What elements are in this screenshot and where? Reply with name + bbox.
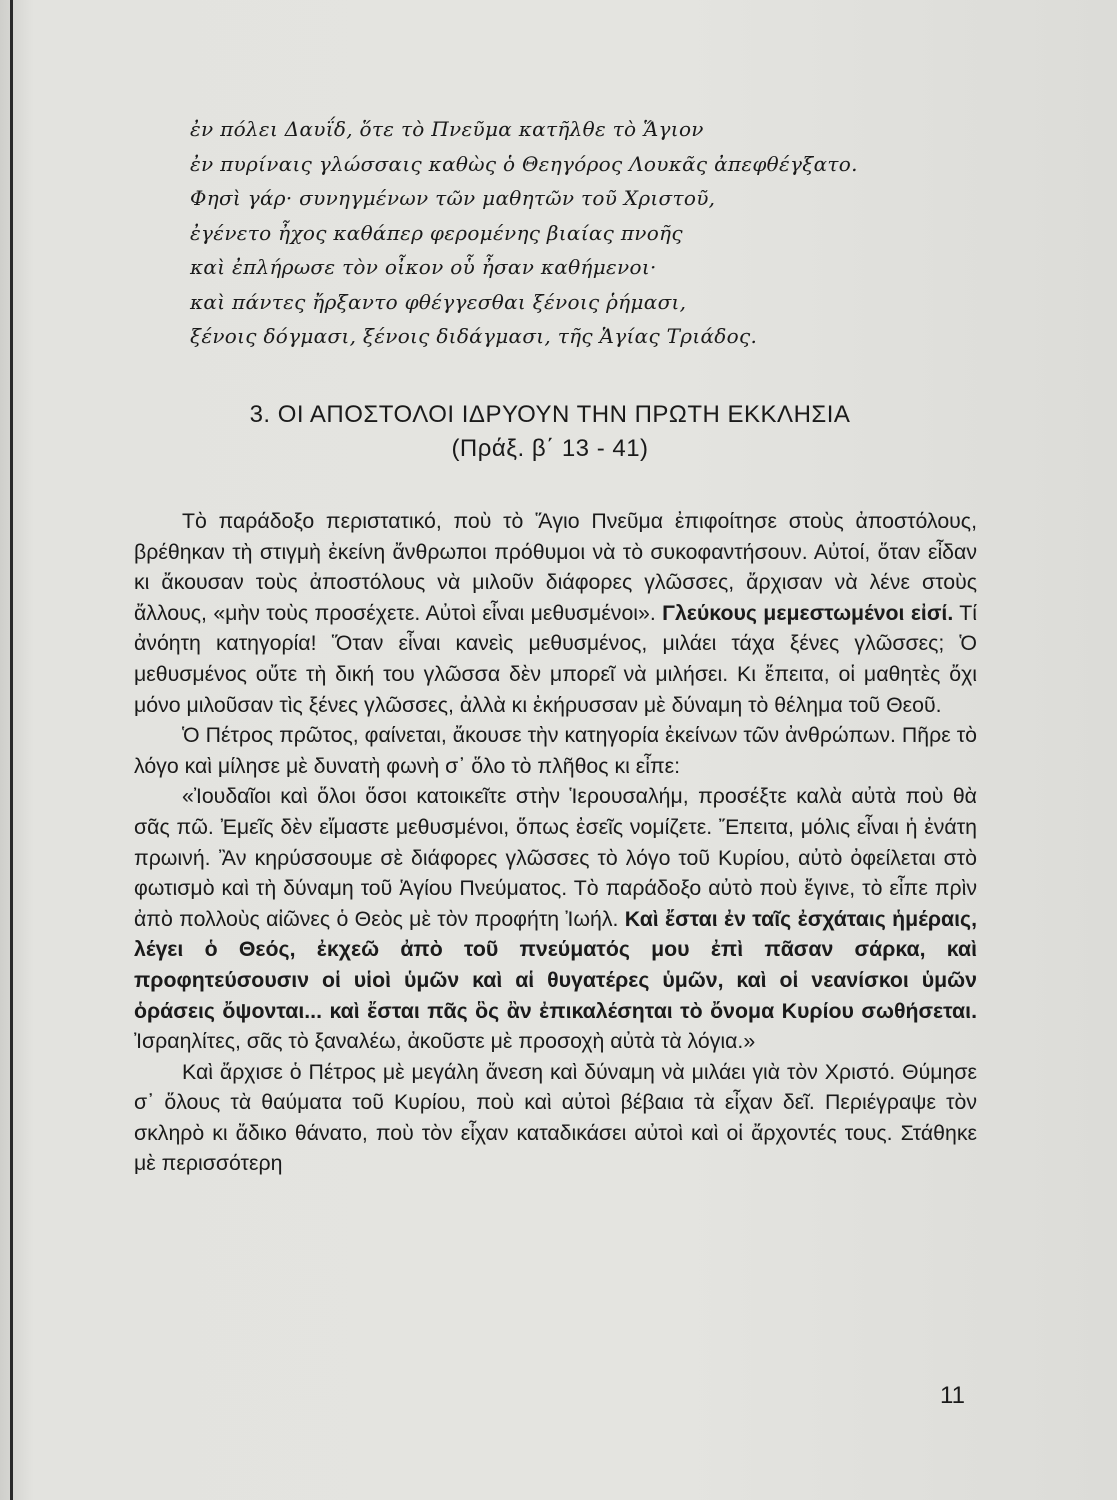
page-number: 11 — [940, 1382, 965, 1409]
text-run: Ἰσραηλίτες, σᾶς τὸ ξαναλέω, ἀκοῦστε μὲ προσοχὴ αὐτὰ τὰ λόγια.» — [134, 1029, 756, 1054]
text-run: Τί ἀνόητη κατηγορία! Ὅταν εἶναι κανεὶς μεθυσμένος, μιλάει τάχα ξένες γλῶσσες; Ὁ μεθυσμένος οὔτε τὴ δική του γλῶσσα δὲν μπορεῖ νὰ μιλήσει. Κι ἔπειτα, οἱ μαθητὲς ὄχι μόνο μιλοῦσαν τὶς ξένες γλῶσσες, ἀλλὰ κι ἐκήρυσσαν μὲ δύναμη τὸ θέλημα τοῦ Θεοῦ. — [134, 600, 977, 717]
hymn-line: ξένοις δόγμασι, ξένοις διδάγμασι, τῆς Ἁγίας Τριάδος. — [190, 324, 758, 348]
paragraph — [134, 781, 977, 1056]
body-text — [134, 506, 977, 1179]
paragraph — [134, 506, 977, 720]
page-edge — [10, 0, 13, 1500]
bold-quote: Γλεύκους μεμεστωμένοι εἰσί. — [662, 600, 954, 625]
hymn-excerpt — [190, 112, 950, 354]
bold-quote: Καὶ ἔσται ἐν ταῖς ἐσχάταις ἡμέραις, λέγει ὁ Θεός, ἐκχεῶ ἀπὸ τοῦ πνεύματός μου ἐπὶ πᾶσαν σάρκα, καὶ προφητεύσουσιν οἱ υἱοὶ ὑμῶν καὶ αἱ θυγατέρες ὑμῶν, καὶ οἱ νεανίσκοι ὑμῶν ὁράσεις ὄψονται... καὶ ἔσται πᾶς ὃς ἂν ἐπικαλέσηται τὸ ὄνομα Κυρίου σωθήσεται. — [134, 906, 977, 1023]
section-title: 3. ΟΙ ΑΠΟΣΤΟΛΟΙ ΙΔΡΥΟΥΝ ΤΗΝ ΠΡΩΤΗ ΕΚΚΛΗΣΙΑ — [249, 401, 851, 428]
hymn-line: ἐγένετο ἦχος καθάπερ φερομένης βιαίας πνοῆς — [190, 220, 683, 245]
paragraph: Ὁ Πέτρος πρῶτος, φαίνεται, ἄκουσε τὴν κατηγορία ἐκείνων τῶν ἀνθρώπων. Πῆρε τὸ λόγο καὶ μίλησε μὲ δυνατὴ φωνὴ σ᾿ ὅλο τὸ πλῆθος κι εἶπε: — [134, 723, 977, 778]
section-heading — [190, 398, 910, 466]
paragraph: Καὶ ἄρχισε ὁ Πέτρος μὲ μεγάλη ἄνεση καὶ δύναμη νὰ μιλάει γιὰ τὸν Χριστό. Θύμησε σ᾿ ὅλους τὰ θαύματα τοῦ Κυρίου, ποὺ καὶ αὐτοὶ βέβαια τὰ εἶχαν δεῖ. Περιέγραψε τὸν σκληρὸ κι ἄδικο θάνατο, ποὺ τὸν εἶχαν καταδικάσει αὐτοὶ καὶ οἱ ἄρχοντές τους. Στάθηκε μὲ περισσότερη — [134, 1059, 977, 1176]
hymn-line: καὶ πάντες ἤρξαντο φθέγγεσθαι ξένοις ῥήμασι, — [190, 289, 687, 314]
hymn-line: καὶ ἐπλήρωσε τὸν οἶκον οὗ ἦσαν καθήμενοι· — [190, 255, 657, 279]
hymn-line: ἐν πόλει Δαυΐδ, ὅτε τὸ Πνεῦμα κατῆλθε τὸ Ἅγιον — [190, 117, 704, 141]
section-reference: (Πράξ. β΄ 13 - 41) — [451, 435, 649, 462]
hymn-line: ἐν πυρίναις γλώσσαις καθὼς ὁ Θεηγόρος Λουκᾶς ἀπεφθέγξατο. — [190, 151, 858, 176]
hymn-line: Φησὶ γάρ· συνηγμένων τῶν μαθητῶν τοῦ Χριστοῦ, — [190, 186, 716, 210]
text-run: Τὸ παράδοξο περιστατικό, ποὺ τὸ Ἅγιο Πνεῦμα ἐπιφοίτησε στοὺς ἀποστόλους, βρέθηκαν τὴ στιγμὴ ἐκείνη ἄνθρωποι πρόθυμοι νὰ τὸ συκοφαντήσουν. Αὐτοί, ὅταν εἶδαν κι ἄκουσαν τοὺς ἀποστόλους νὰ μιλοῦν διάφορες γλῶσσες, ἄρχισαν νὰ λένε στοὺς ἄλλους, «μὴν τοὺς προσέχετε. Αὐτοὶ εἶναι μεθυσμένοι». — [134, 509, 977, 625]
text-run: «Ἰουδαῖοι καὶ ὅλοι ὅσοι κατοικεῖτε στὴν Ἱερουσαλήμ, προσέξτε καλὰ αὐτὰ ποὺ θὰ σᾶς πῶ. Ἐμεῖς δὲν εἴμαστε μεθυσμένοι, ὅπως ἐσεῖς νομίζετε. Ἔπειτα, μόλις εἶναι ἡ ἐνάτη πρωινή. Ἂν κηρύσσουμε σὲ διάφορες γλῶσσες τὸ λόγο τοῦ Κυρίου, αὐτὸ ὀφείλεται στὸ φωτισμὸ καὶ τὴ δύναμη τοῦ Ἁγίου Πνεύματος. Τὸ παράδοξο αὐτὸ ποὺ ἔγινε, τὸ εἶπε πρὶν ἀπὸ πολλοὺς αἰῶνες ὁ Θεὸς μὲ τὸν προφήτη Ἰωήλ. — [134, 784, 977, 931]
